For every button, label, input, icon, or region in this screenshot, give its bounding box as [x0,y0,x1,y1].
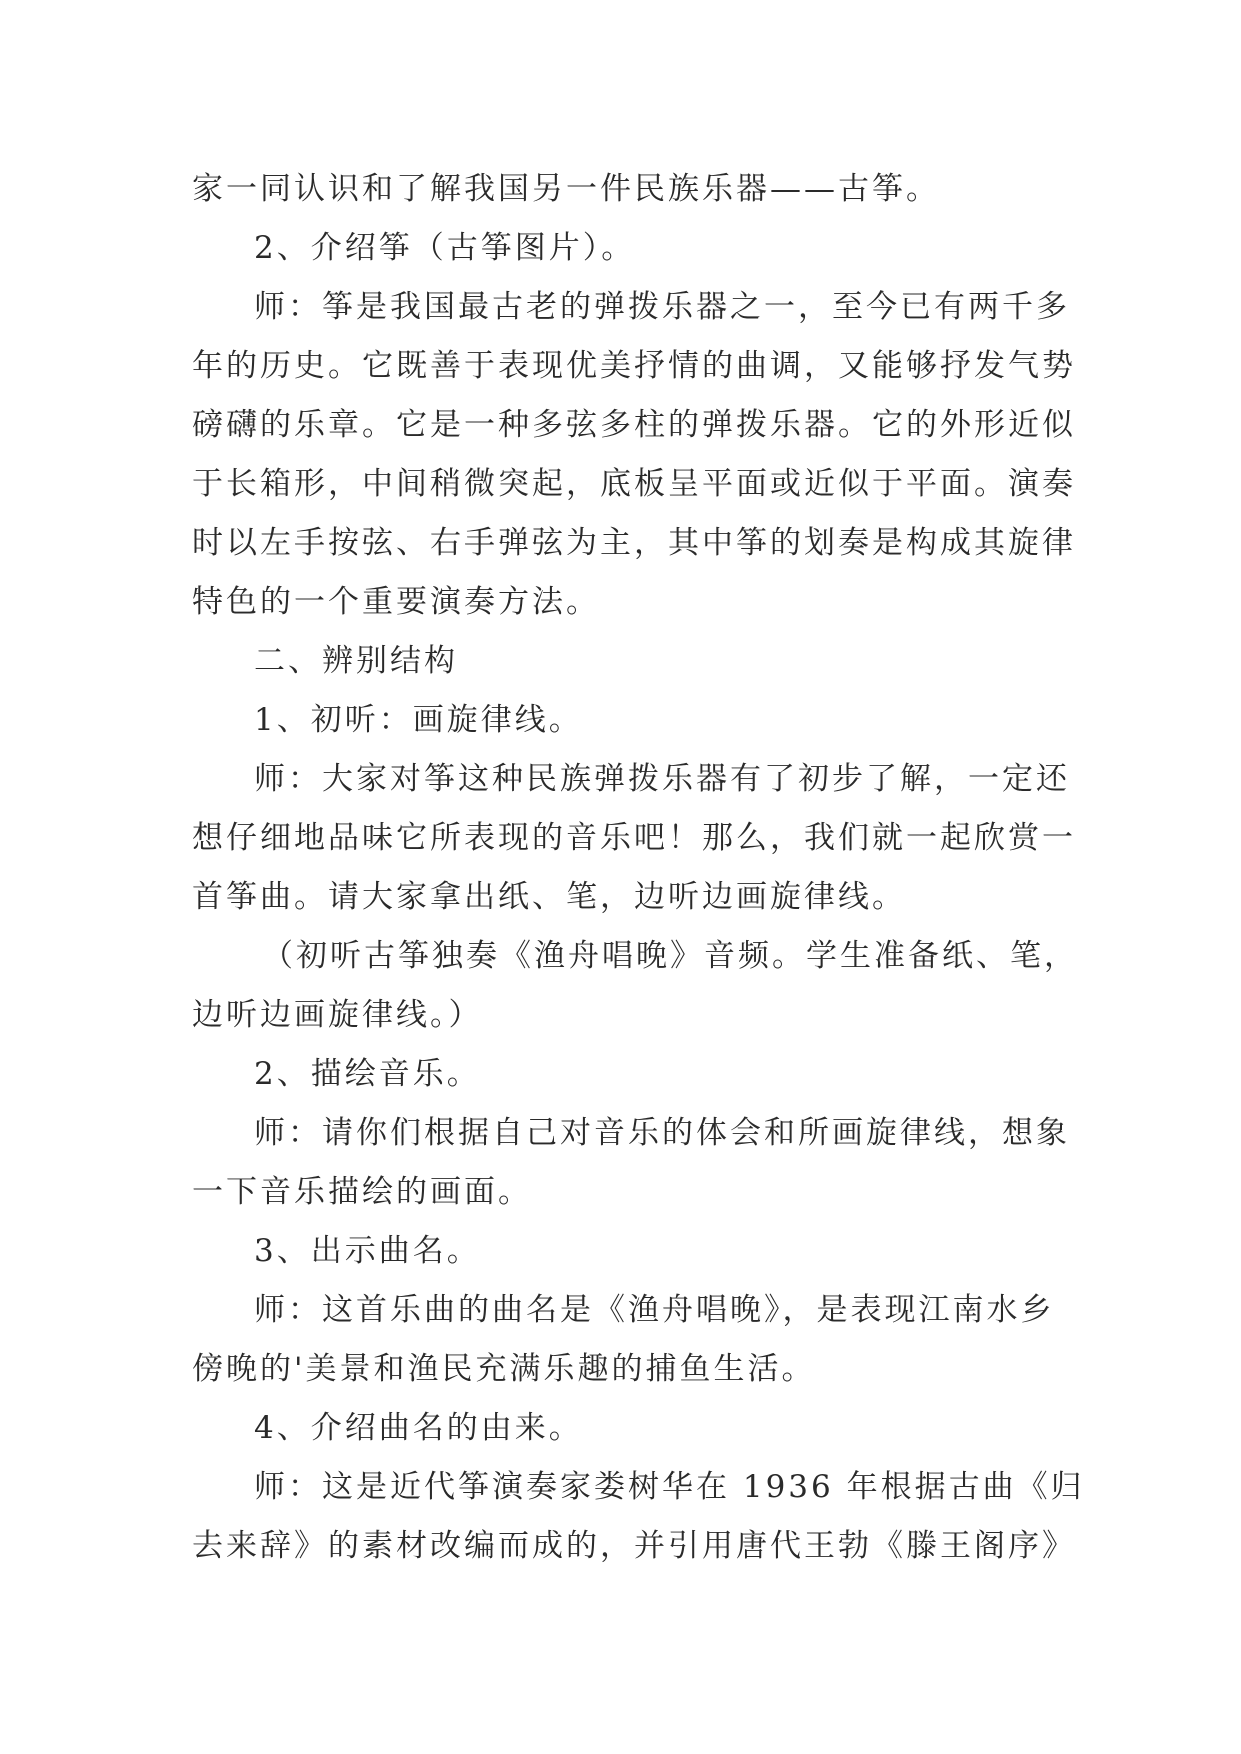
paragraph-line: 师：请你们根据自己对音乐的体会和所画旋律线，想象 [254,1115,1070,1151]
paragraph-line: 师：这是近代筝演奏家娄树华在 1936 年根据古曲《归 [254,1469,1085,1505]
section-item-heading: 2、介绍筝（古筝图片）。 [254,230,636,266]
paragraph-line: 年的历史。它既善于表现优美抒情的曲调，又能够抒发气势 [192,348,1076,384]
paragraph-line: 时以左手按弦、右手弹弦为主，其中筝的划奏是构成其旋律 [192,525,1076,561]
paragraph-line: 边听边画旋律线。） [192,997,483,1033]
paragraph-line: 去来辞》的素材改编而成的，并引用唐代王勃《滕王阁序》 [192,1528,1076,1564]
paragraph-line: 师：筝是我国最古老的弹拨乐器之一，至今已有两千多 [254,289,1070,325]
paragraph-line: 想仔细地品味它所表现的音乐吧！那么，我们就一起欣赏一 [192,820,1076,856]
section-item-heading: 2、描绘音乐。 [254,1056,481,1092]
paragraph-line: 师：大家对筝这种民族弹拨乐器有了初步了解，一定还 [254,761,1070,797]
section-item-heading: 1、初听：画旋律线。 [254,702,583,738]
paragraph-line: 于长箱形，中间稍微突起，底板呈平面或近似于平面。演奏 [192,466,1076,502]
document-body [192,160,1085,1576]
paragraph-line: 磅礴的乐章。它是一种多弦多柱的弹拨乐器。它的外形近似 [192,407,1076,443]
paragraph-line: （初听古筝独奏《渔舟唱晚》音频。学生准备纸、笔， [262,938,1078,974]
paragraph-line: 傍晚的'美景和渔民充满乐趣的捕鱼生活。 [192,1351,816,1387]
section-item-heading: 4、介绍曲名的由来。 [254,1410,583,1446]
paragraph-line: 特色的一个重要演奏方法。 [192,584,600,620]
paragraph-line: 师：这首乐曲的曲名是《渔舟唱晚》，是表现江南水乡 [254,1292,1055,1328]
section-heading: 二、辨别结构 [254,643,458,679]
paragraph-line: 家一同认识和了解我国另一件民族乐器——古筝。 [192,171,940,207]
paragraph-line: 首筝曲。请大家拿出纸、笔，边听边画旋律线。 [192,879,906,915]
paragraph-line: 一下音乐描绘的画面。 [192,1174,532,1210]
section-item-heading: 3、出示曲名。 [254,1233,481,1269]
